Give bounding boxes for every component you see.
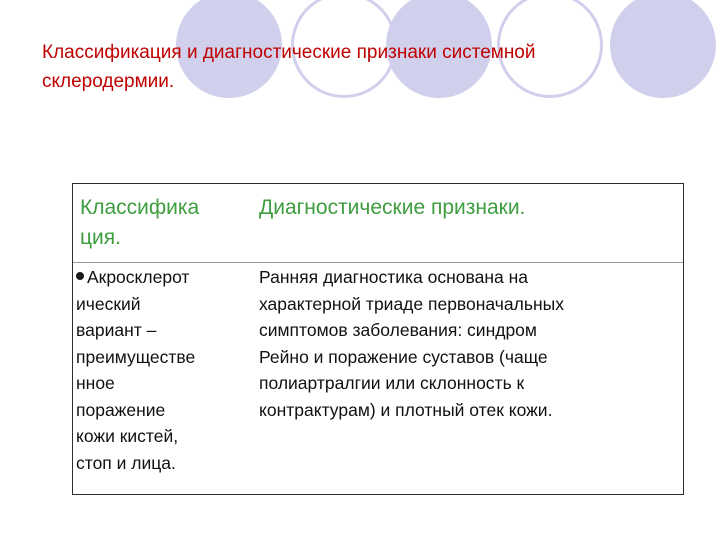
diagnostic-line: характерной триаде первоначальных [259,293,564,314]
classification-line: нное [76,373,115,393]
bullet-icon [76,272,84,280]
classification-line: ический [76,293,141,314]
classification-line: преимуществе [76,346,196,367]
diagnostic-line: контрактурам) и плотный отек кожи. [259,399,553,420]
header-classification: Классифика ция. [80,196,200,249]
classification-line: кожи кистей, [76,426,179,446]
slide-title-line-2: склеродермии. [42,71,175,92]
diagnostic-line: Ранняя диагностика основана на [259,267,529,287]
diagnostic-line: Рейно и поражение суставов (чаще [259,346,548,367]
classification-line: стоп и лица. [76,452,176,473]
header-diagnostic: Диагностические признаки. [259,196,526,219]
diagnostic-line: симптомов заболевания: синдром [259,320,537,340]
slide-title-line-1: Классификация и диагностические признаки системной [42,42,536,63]
diagnostic-line: полиартралгии или склонность к [259,373,525,393]
classification-line: поражение [76,399,166,420]
classification-line: Акросклерот [76,264,248,291]
classification-cell [76,264,248,476]
header-divider [73,262,683,263]
slide-title [42,38,682,96]
classification-table [72,183,684,495]
diagnostic-cell [259,264,679,423]
classification-line: вариант – [76,320,157,340]
